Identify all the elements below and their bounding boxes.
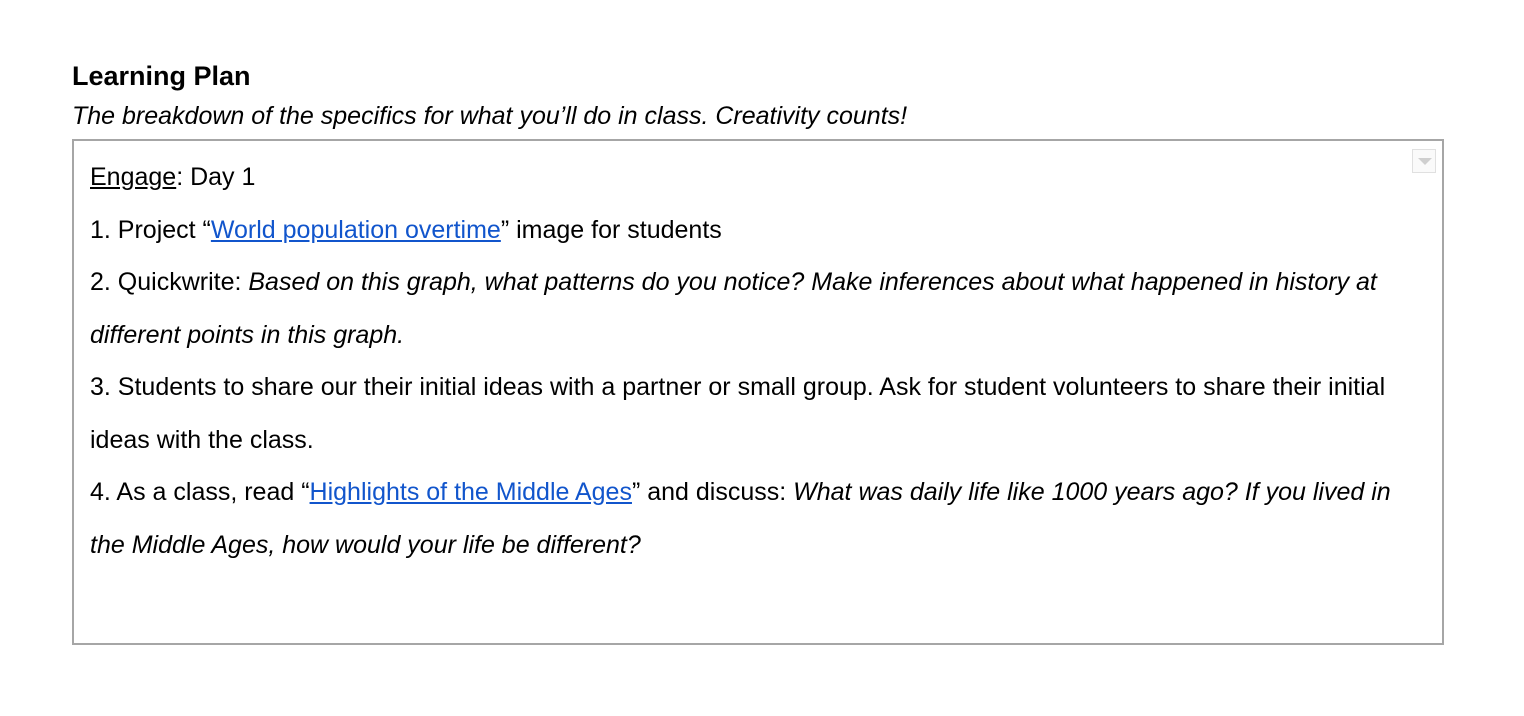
step-4-prompt: What was daily life like 1000 years ago? If you lived in the Middle Ages, how would your life be different? — [90, 478, 1391, 559]
middle-ages-link[interactable]: Highlights of the Middle Ages — [309, 478, 632, 506]
engage-label: Engage — [90, 163, 177, 191]
step-3: 3. Students to share our their initial ideas with a partner or small group. Ask for student volunteers to share their initial ideas with the class. — [90, 373, 1386, 454]
step-1-suffix: ” image for students — [500, 215, 722, 244]
step-1 — [90, 204, 1400, 257]
step-1-prefix: 1. Project “ — [90, 215, 211, 244]
step-2-prompt: Based on this graph, what patterns do you notice? Make inferences about what happened in history at different points in this graph. — [90, 268, 1377, 349]
engage-line — [90, 151, 1400, 204]
plan-content — [90, 151, 1400, 571]
section-subtitle: The breakdown of the specifics for what you’ll do in class. Creativity counts! — [72, 102, 908, 130]
engage-day: : Day 1 — [176, 163, 256, 191]
learning-plan-textbox[interactable] — [72, 139, 1444, 645]
step-2-prefix: 2. Quickwrite: — [90, 268, 249, 296]
section-title: Learning Plan — [72, 61, 251, 91]
step-4-middle: ” and discuss: — [631, 478, 794, 506]
step-4 — [90, 466, 1400, 571]
step-2 — [90, 256, 1400, 361]
step-4-prefix: 4. As a class, read “ — [90, 478, 310, 506]
world-population-link[interactable]: World population overtime — [210, 215, 501, 244]
chevron-down-icon — [1418, 158, 1432, 165]
dropdown-handle[interactable] — [1412, 149, 1436, 173]
